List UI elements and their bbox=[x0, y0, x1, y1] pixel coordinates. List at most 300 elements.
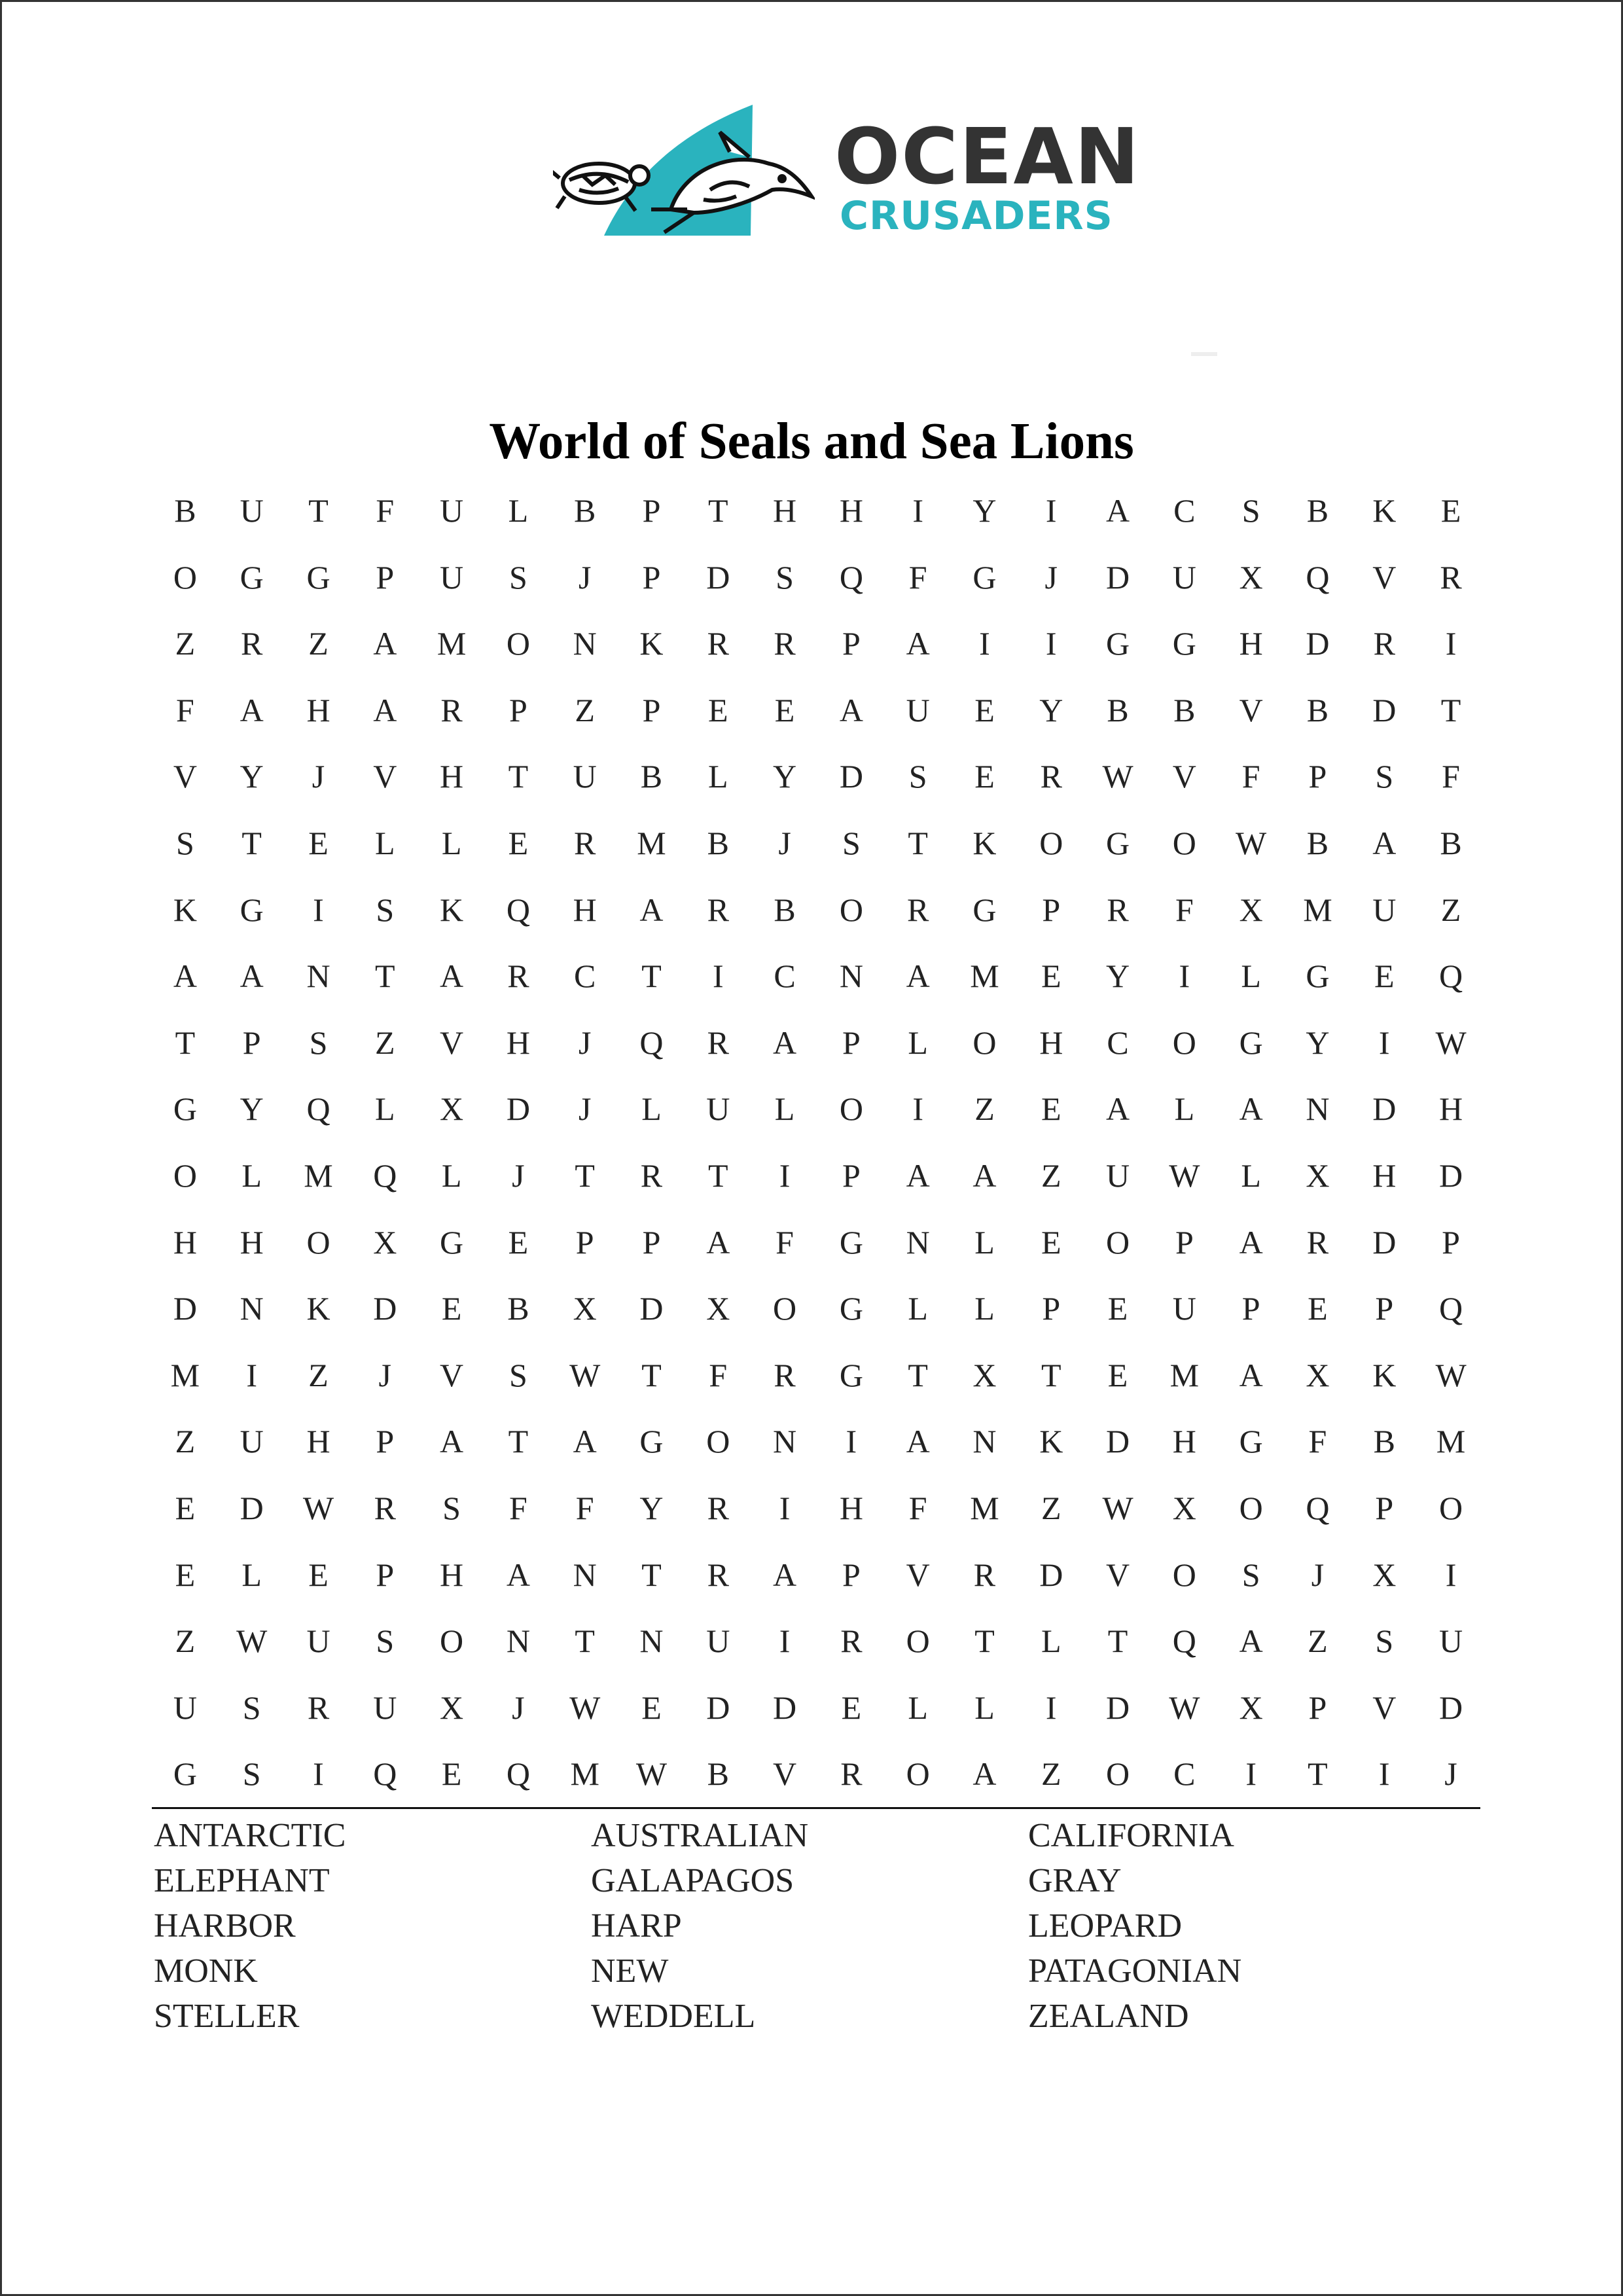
grid-letter: Y bbox=[639, 1489, 664, 1526]
grid-letter: U bbox=[373, 1689, 397, 1726]
grid-letter: L bbox=[641, 1090, 662, 1128]
grid-letter: J bbox=[312, 758, 325, 795]
grid-letter: U bbox=[1438, 1623, 1463, 1660]
grid-letter: D bbox=[1306, 625, 1330, 662]
grid-letter: G bbox=[972, 558, 997, 596]
grid-letter: X bbox=[440, 1090, 464, 1128]
grid-letter: Q bbox=[373, 1755, 397, 1793]
grid-letter: N bbox=[906, 1223, 930, 1261]
grid-letter: F bbox=[709, 1356, 728, 1393]
grid-letter: D bbox=[773, 1689, 797, 1726]
grid-letter: O bbox=[1239, 1489, 1263, 1526]
grid-letter: B bbox=[1306, 824, 1329, 861]
grid-letter: T bbox=[1440, 691, 1461, 728]
grid-letter: I bbox=[912, 1090, 923, 1128]
grid-letter: O bbox=[306, 1223, 330, 1261]
grid-letter: X bbox=[1239, 1689, 1263, 1726]
grid-letter: H bbox=[773, 492, 797, 529]
grid-letter: K bbox=[306, 1290, 330, 1327]
grid-letter: B bbox=[1373, 1423, 1395, 1460]
grid-letter: A bbox=[1239, 1090, 1263, 1128]
grid-letter: M bbox=[1169, 1356, 1200, 1393]
grid-letter: P bbox=[508, 691, 527, 728]
grid-letter: W bbox=[1236, 824, 1267, 861]
grid-letter: U bbox=[706, 1090, 730, 1128]
grid-letter: F bbox=[175, 691, 194, 728]
grid-letter: M bbox=[637, 824, 666, 861]
grid-letter: V bbox=[173, 758, 197, 795]
grid-letter: U bbox=[173, 1689, 197, 1726]
grid-letter: T bbox=[641, 1556, 662, 1593]
grid-letter: M bbox=[970, 1489, 999, 1526]
grid-letter: T bbox=[974, 1623, 995, 1660]
grid-letter: V bbox=[1106, 1556, 1130, 1593]
grid-letter: W bbox=[635, 1755, 668, 1793]
grid-letter: E bbox=[1041, 958, 1061, 995]
grid-letter: O bbox=[506, 625, 530, 662]
grid-letter: G bbox=[1106, 625, 1130, 662]
grid-letter: P bbox=[1308, 1689, 1327, 1726]
grid-letter: U bbox=[906, 691, 930, 728]
grid-letter: Z bbox=[1041, 1755, 1061, 1793]
grid-letter: Z bbox=[974, 1090, 995, 1128]
grid-letter: H bbox=[839, 1489, 863, 1526]
grid-letter: H bbox=[839, 492, 863, 529]
grid-letter: O bbox=[906, 1623, 930, 1660]
grid-letter: A bbox=[1106, 1090, 1130, 1128]
grid-letter: Q bbox=[1172, 1623, 1196, 1660]
grid-letter: R bbox=[840, 1623, 863, 1660]
grid-letter: D bbox=[1106, 1423, 1130, 1460]
grid-letter: Q bbox=[839, 558, 863, 596]
grid-letter: L bbox=[708, 758, 728, 795]
grid-letter: P bbox=[1375, 1290, 1394, 1327]
grid-letter: L bbox=[441, 1157, 462, 1194]
grid-letter: S bbox=[776, 558, 794, 596]
grid-letter: E bbox=[508, 824, 529, 861]
grid-letter: C bbox=[1107, 1024, 1129, 1061]
grid-letter: H bbox=[1438, 1090, 1463, 1128]
grid-letter: A bbox=[972, 1755, 997, 1793]
grid-letter: U bbox=[440, 558, 464, 596]
grid-letter: U bbox=[1372, 891, 1397, 928]
grid-letter: X bbox=[1239, 891, 1263, 928]
grid-letter: B bbox=[574, 492, 596, 529]
grid-letter: C bbox=[1173, 1755, 1196, 1793]
grid-letter: U bbox=[440, 492, 464, 529]
grid-letter: E bbox=[974, 691, 995, 728]
grid-letter: P bbox=[242, 1024, 261, 1061]
word-list-item: CALIFORNIA bbox=[1028, 1817, 1234, 1854]
grid-letter: J bbox=[578, 1024, 592, 1061]
grid-letter: N bbox=[639, 1623, 664, 1660]
grid-letter: P bbox=[1308, 758, 1327, 795]
grid-letter: Z bbox=[575, 691, 595, 728]
grid-letter: I bbox=[979, 625, 990, 662]
grid-letter: O bbox=[1172, 1024, 1196, 1061]
grid-letter: S bbox=[842, 824, 861, 861]
grid-letter: G bbox=[240, 891, 264, 928]
grid-letter: E bbox=[708, 691, 728, 728]
grid-letter: L bbox=[774, 1090, 795, 1128]
grid-letter: N bbox=[773, 1423, 797, 1460]
grid-letter: K bbox=[1372, 1356, 1397, 1393]
grid-letter: I bbox=[1245, 1755, 1257, 1793]
grid-letter: P bbox=[1375, 1489, 1394, 1526]
grid-letter: C bbox=[1173, 492, 1196, 529]
grid-letter: K bbox=[440, 891, 464, 928]
grid-letter: E bbox=[1374, 958, 1395, 995]
grid-letter: F bbox=[508, 1489, 527, 1526]
grid-letter: S bbox=[376, 1623, 395, 1660]
grid-letter: A bbox=[773, 1556, 797, 1593]
grid-letter: A bbox=[906, 1157, 930, 1194]
grid-letter: O bbox=[972, 1024, 997, 1061]
grid-letter: S bbox=[1241, 492, 1260, 529]
grid-letter: A bbox=[573, 1423, 597, 1460]
grid-letter: R bbox=[640, 1157, 663, 1194]
grid-letter: Y bbox=[1039, 691, 1063, 728]
grid-letter: R bbox=[1040, 758, 1062, 795]
grid-letter: J bbox=[778, 824, 791, 861]
grid-letter: A bbox=[906, 1423, 930, 1460]
grid-letter: P bbox=[1042, 891, 1061, 928]
grid-letter: E bbox=[1107, 1356, 1128, 1393]
grid-letter: A bbox=[440, 1423, 464, 1460]
grid-letter: R bbox=[906, 891, 929, 928]
grid-letter: T bbox=[375, 958, 395, 995]
grid-letter: O bbox=[706, 1423, 730, 1460]
grid-letter: Q bbox=[373, 1157, 397, 1194]
grid-letter: L bbox=[375, 1090, 395, 1128]
grid-letter: E bbox=[1041, 1090, 1061, 1128]
grid-letter: S bbox=[1375, 1623, 1394, 1660]
grid-letter: W bbox=[1169, 1689, 1200, 1726]
grid-letter: L bbox=[1174, 1090, 1195, 1128]
grid-letter: R bbox=[1306, 1223, 1329, 1261]
grid-letter: H bbox=[440, 758, 464, 795]
word-list-item: LEOPARD bbox=[1028, 1907, 1183, 1945]
grid-letter: K bbox=[1372, 492, 1397, 529]
grid-letter: A bbox=[1239, 1623, 1263, 1660]
faint-mark bbox=[1191, 352, 1217, 356]
grid-letter: D bbox=[1106, 1689, 1130, 1726]
grid-letter: P bbox=[842, 625, 861, 662]
grid-letter: P bbox=[642, 1223, 661, 1261]
grid-letter: L bbox=[441, 824, 462, 861]
puzzle-title: World of Seals and Sea Lions bbox=[489, 413, 1134, 470]
grid-letter: E bbox=[175, 1489, 196, 1526]
grid-letter: R bbox=[241, 625, 263, 662]
grid-letter: V bbox=[1372, 558, 1397, 596]
grid-letter: J bbox=[1444, 1755, 1457, 1793]
grid-letter: E bbox=[175, 1556, 196, 1593]
grid-letter: V bbox=[1372, 1689, 1397, 1726]
grid-letter: G bbox=[173, 1755, 197, 1793]
grid-letter: A bbox=[240, 958, 264, 995]
grid-letter: F bbox=[908, 1489, 927, 1526]
grid-letter: X bbox=[1239, 558, 1263, 596]
grid-letter: S bbox=[376, 891, 395, 928]
grid-letter: H bbox=[1172, 1423, 1196, 1460]
grid-letter: T bbox=[641, 958, 662, 995]
grid-letter: A bbox=[440, 958, 464, 995]
grid-letter: I bbox=[246, 1356, 258, 1393]
grid-letter: X bbox=[1372, 1556, 1397, 1593]
grid-letter: T bbox=[908, 1356, 928, 1393]
logo-emblem bbox=[553, 98, 815, 242]
grid-letter: I bbox=[1045, 492, 1057, 529]
grid-letter: K bbox=[173, 891, 197, 928]
grid-letter: E bbox=[974, 758, 995, 795]
grid-letter: X bbox=[1172, 1489, 1196, 1526]
grid-letter: A bbox=[773, 1024, 797, 1061]
grid-letter: P bbox=[575, 1223, 594, 1261]
grid-letter: B bbox=[1173, 691, 1196, 728]
grid-letter: N bbox=[506, 1623, 530, 1660]
grid-letter: I bbox=[779, 1489, 791, 1526]
grid-letter: P bbox=[376, 1423, 395, 1460]
grid-letter: L bbox=[1041, 1623, 1061, 1660]
grid-letter: B bbox=[707, 1755, 729, 1793]
grid-letter: U bbox=[573, 758, 597, 795]
grid-letter: V bbox=[1239, 691, 1263, 728]
grid-letter: I bbox=[712, 958, 724, 995]
grid-letter: M bbox=[304, 1157, 333, 1194]
grid-letter: D bbox=[506, 1090, 530, 1128]
grid-letter: K bbox=[639, 625, 664, 662]
grid-letter: Q bbox=[639, 1024, 664, 1061]
grid-letter: A bbox=[1106, 492, 1130, 529]
grid-letter: O bbox=[1172, 1556, 1196, 1593]
grid-letter: I bbox=[779, 1623, 791, 1660]
grid-letter: E bbox=[441, 1290, 462, 1327]
grid-letter: L bbox=[974, 1689, 995, 1726]
grid-letter: S bbox=[1241, 1556, 1260, 1593]
grid-letter: P bbox=[1442, 1223, 1460, 1261]
grid-divider bbox=[152, 1807, 1480, 1809]
grid-letter: B bbox=[640, 758, 663, 795]
grid-letter: L bbox=[241, 1157, 262, 1194]
grid-letter: R bbox=[774, 625, 796, 662]
grid-letter: T bbox=[575, 1157, 595, 1194]
grid-letter: J bbox=[578, 1090, 592, 1128]
grid-letter: H bbox=[240, 1223, 264, 1261]
grid-letter: O bbox=[1039, 824, 1063, 861]
grid-letter: P bbox=[842, 1556, 861, 1593]
grid-letter: A bbox=[1372, 824, 1397, 861]
grid-letter: T bbox=[508, 1423, 529, 1460]
grid-letter: R bbox=[307, 1689, 330, 1726]
grid-letter: V bbox=[373, 758, 397, 795]
grid-letter: V bbox=[1172, 758, 1196, 795]
grid-letter: Y bbox=[240, 1090, 264, 1128]
grid-letter: J bbox=[512, 1689, 525, 1726]
word-list-item: WEDDELL bbox=[591, 1998, 756, 2035]
grid-letter: M bbox=[1303, 891, 1332, 928]
grid-letter: N bbox=[306, 958, 330, 995]
grid-letter: X bbox=[706, 1290, 730, 1327]
grid-letter: M bbox=[170, 1356, 200, 1393]
grid-letter: M bbox=[437, 625, 467, 662]
grid-letter: M bbox=[1436, 1423, 1466, 1460]
word-list-item: GALAPAGOS bbox=[591, 1862, 794, 1899]
grid-letter: A bbox=[373, 691, 397, 728]
word-list-item: MONK bbox=[154, 1952, 258, 1990]
grid-letter: Q bbox=[1438, 1290, 1463, 1327]
grid-letter: P bbox=[642, 691, 661, 728]
word-list-item: PATAGONIAN bbox=[1028, 1952, 1242, 1990]
grid-letter: W bbox=[1435, 1024, 1467, 1061]
grid-letter: G bbox=[639, 1423, 664, 1460]
grid-letter: I bbox=[912, 492, 923, 529]
grid-letter: I bbox=[313, 1755, 324, 1793]
letter-grid bbox=[152, 478, 1484, 1808]
grid-letter: P bbox=[642, 492, 661, 529]
grid-letter: I bbox=[1378, 1024, 1390, 1061]
grid-letter: S bbox=[309, 1024, 328, 1061]
grid-letter: I bbox=[1378, 1755, 1390, 1793]
grid-letter: D bbox=[1372, 1223, 1397, 1261]
grid-letter: T bbox=[1308, 1755, 1328, 1793]
grid-letter: R bbox=[707, 1556, 729, 1593]
grid-letter: Q bbox=[1306, 558, 1330, 596]
grid-letter: Y bbox=[1306, 1024, 1330, 1061]
grid-letter: N bbox=[1306, 1090, 1330, 1128]
grid-letter: A bbox=[839, 691, 863, 728]
grid-letter: X bbox=[373, 1223, 397, 1261]
grid-letter: I bbox=[1045, 1689, 1057, 1726]
grid-letter: I bbox=[846, 1423, 857, 1460]
grid-letter: C bbox=[774, 958, 796, 995]
grid-letter: S bbox=[242, 1689, 261, 1726]
grid-letter: I bbox=[1179, 958, 1190, 995]
grid-letter: R bbox=[840, 1755, 863, 1793]
grid-letter: K bbox=[972, 824, 997, 861]
grid-letter: R bbox=[707, 1024, 729, 1061]
brand-tagline: CRUSADERS bbox=[840, 193, 1113, 239]
word-list-item: ELEPHANT bbox=[154, 1862, 330, 1899]
grid-letter: W bbox=[1102, 1489, 1133, 1526]
grid-letter: H bbox=[1239, 625, 1263, 662]
grid-letter: D bbox=[1372, 691, 1397, 728]
word-list-item: NEW bbox=[591, 1952, 669, 1990]
grid-letter: E bbox=[841, 1689, 862, 1726]
grid-letter: H bbox=[306, 691, 330, 728]
grid-letter: C bbox=[574, 958, 596, 995]
grid-letter: L bbox=[974, 1223, 995, 1261]
grid-letter: O bbox=[1106, 1223, 1130, 1261]
grid-letter: U bbox=[240, 492, 264, 529]
grid-letter: T bbox=[308, 492, 329, 529]
grid-letter: O bbox=[839, 891, 863, 928]
grid-letter: O bbox=[906, 1755, 930, 1793]
grid-letter: T bbox=[641, 1356, 662, 1393]
grid-letter: T bbox=[241, 824, 262, 861]
grid-letter: X bbox=[573, 1290, 597, 1327]
grid-letter: A bbox=[906, 625, 930, 662]
grid-letter: N bbox=[573, 625, 597, 662]
grid-letter: O bbox=[1438, 1489, 1463, 1526]
grid-letter: U bbox=[1172, 1290, 1196, 1327]
grid-letter: L bbox=[508, 492, 529, 529]
grid-letter: D bbox=[706, 1689, 730, 1726]
grid-letter: P bbox=[842, 1157, 861, 1194]
grid-letter: U bbox=[706, 1623, 730, 1660]
grid-letter: U bbox=[1106, 1157, 1130, 1194]
grid-letter: T bbox=[1107, 1623, 1128, 1660]
grid-letter: O bbox=[173, 558, 197, 596]
grid-letter: X bbox=[1306, 1157, 1330, 1194]
grid-letter: O bbox=[1172, 824, 1196, 861]
grid-letter: B bbox=[174, 492, 196, 529]
grid-letter: J bbox=[378, 1356, 392, 1393]
grid-letter: I bbox=[1445, 1556, 1457, 1593]
grid-letter: L bbox=[375, 824, 395, 861]
grid-letter: S bbox=[908, 758, 927, 795]
grid-letter: A bbox=[173, 958, 197, 995]
grid-letter: I bbox=[313, 891, 324, 928]
grid-letter: E bbox=[508, 1223, 529, 1261]
grid-letter: R bbox=[973, 1556, 996, 1593]
grid-letter: P bbox=[376, 1556, 395, 1593]
grid-letter: P bbox=[642, 558, 661, 596]
grid-letter: G bbox=[1239, 1423, 1263, 1460]
grid-letter: D bbox=[1438, 1689, 1463, 1726]
grid-letter: U bbox=[240, 1423, 264, 1460]
grid-letter: G bbox=[173, 1090, 197, 1128]
grid-letter: T bbox=[1041, 1356, 1061, 1393]
grid-letter: P bbox=[842, 1024, 861, 1061]
grid-letter: D bbox=[373, 1290, 397, 1327]
grid-letter: H bbox=[506, 1024, 530, 1061]
grid-letter: T bbox=[175, 1024, 196, 1061]
grid-letter: H bbox=[306, 1423, 330, 1460]
grid-letter: A bbox=[706, 1223, 730, 1261]
grid-letter: B bbox=[1107, 691, 1129, 728]
grid-letter: Q bbox=[1306, 1489, 1330, 1526]
grid-letter: A bbox=[240, 691, 264, 728]
grid-letter: Y bbox=[972, 492, 997, 529]
grid-letter: D bbox=[240, 1489, 264, 1526]
grid-letter: Y bbox=[240, 758, 264, 795]
grid-letter: A bbox=[506, 1556, 530, 1593]
grid-letter: J bbox=[512, 1157, 525, 1194]
grid-letter: Z bbox=[375, 1024, 395, 1061]
grid-letter: D bbox=[839, 758, 863, 795]
grid-letter: D bbox=[706, 558, 730, 596]
grid-letter: O bbox=[773, 1290, 797, 1327]
grid-letter: Q bbox=[1438, 958, 1463, 995]
grid-letter: P bbox=[1241, 1290, 1260, 1327]
grid-letter: D bbox=[1438, 1157, 1463, 1194]
grid-letter: G bbox=[839, 1223, 863, 1261]
grid-letter: H bbox=[1372, 1157, 1397, 1194]
grid-letter: X bbox=[1306, 1356, 1330, 1393]
grid-letter: T bbox=[708, 1157, 728, 1194]
grid-letter: L bbox=[974, 1290, 995, 1327]
grid-letter: W bbox=[302, 1489, 334, 1526]
grid-letter: V bbox=[440, 1024, 464, 1061]
grid-letter: A bbox=[373, 625, 397, 662]
grid-letter: E bbox=[308, 1556, 329, 1593]
grid-letter: H bbox=[573, 891, 597, 928]
grid-letter: B bbox=[707, 824, 729, 861]
grid-letter: F bbox=[376, 492, 395, 529]
grid-letter: G bbox=[1172, 625, 1196, 662]
grid-letter: S bbox=[508, 1356, 527, 1393]
grid-letter: Z bbox=[1041, 1157, 1061, 1194]
